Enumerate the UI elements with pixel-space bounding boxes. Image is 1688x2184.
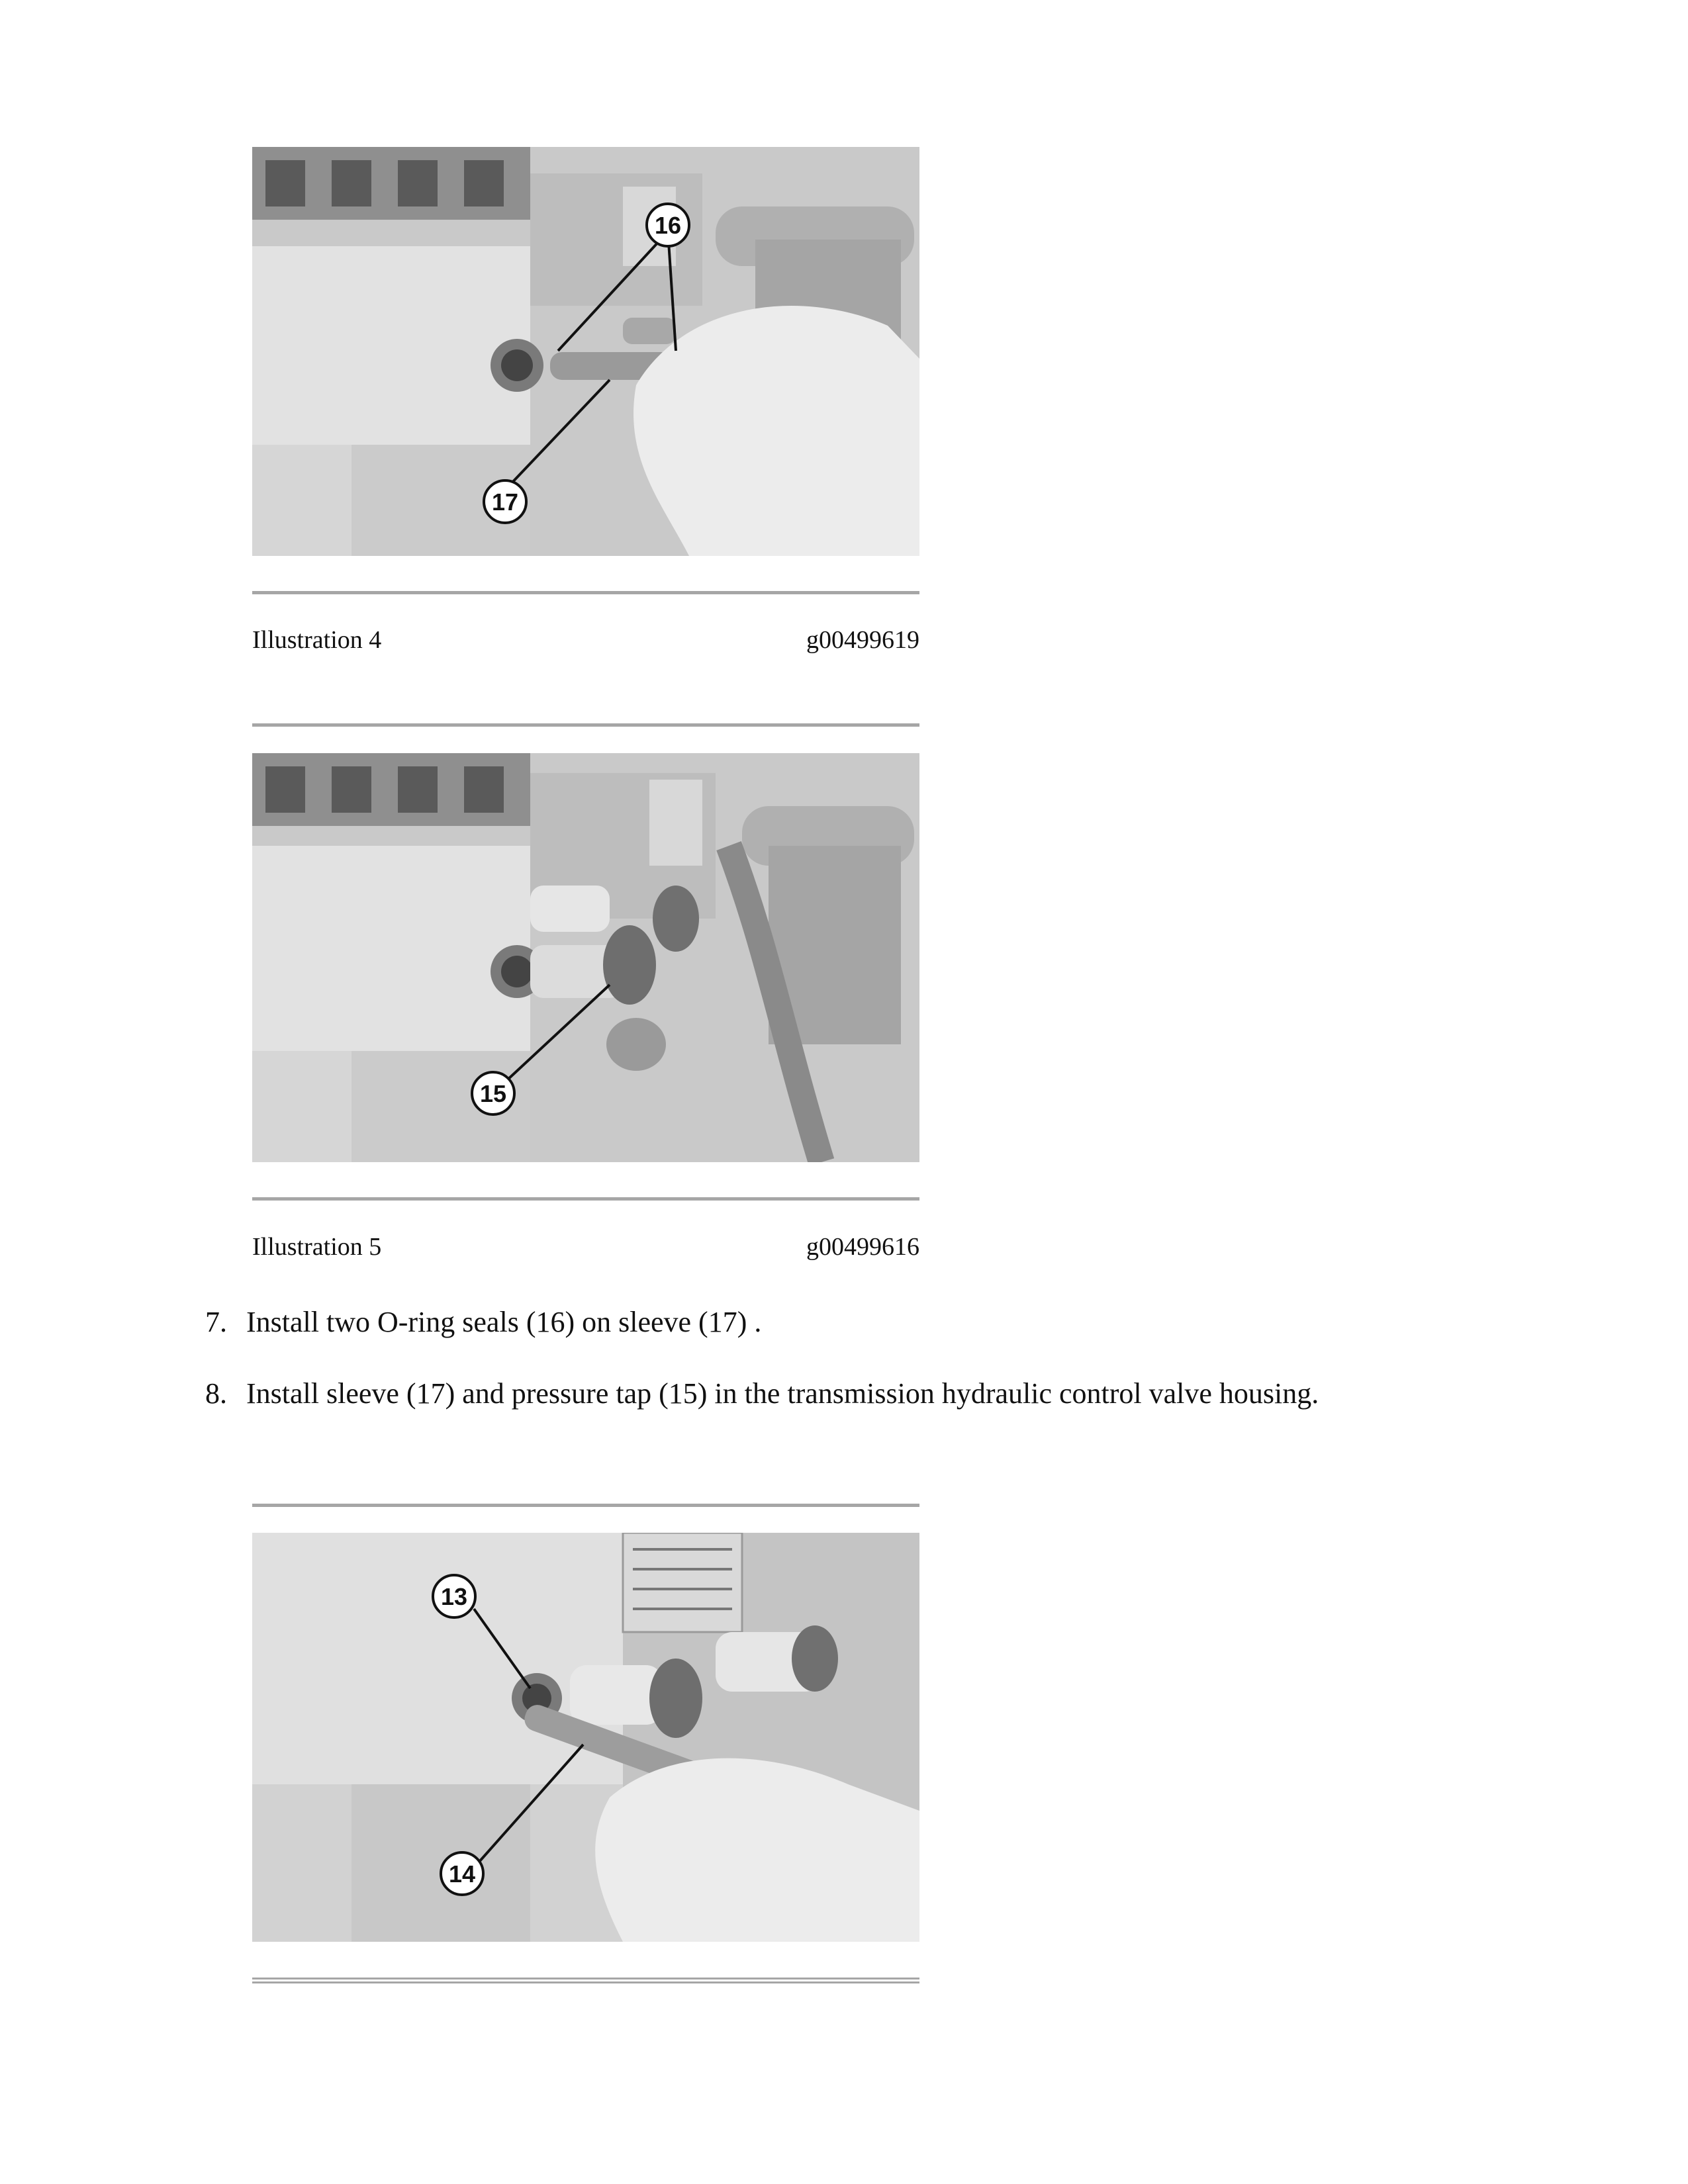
illustration-6-top-rule bbox=[252, 1504, 919, 1507]
callout-14 bbox=[441, 1852, 483, 1895]
illustration-5-top-rule bbox=[252, 723, 919, 727]
step-8-text: Install sleeve (17) and pressure tap (15) in the transmission hydraulic control valve housing. bbox=[246, 1377, 1319, 1410]
illustration-6-photo bbox=[252, 1533, 919, 1942]
illustration-5-photo bbox=[252, 753, 919, 1162]
svg-text:15: 15 bbox=[479, 1080, 507, 1107]
illustration-4-rule bbox=[252, 591, 919, 594]
illustration-5-id: g00499616 bbox=[806, 1233, 919, 1261]
callout-15 bbox=[472, 1072, 514, 1115]
step-8-number: 8. bbox=[205, 1377, 227, 1410]
illustration-4-id: g00499619 bbox=[806, 626, 919, 654]
step-7-text: Install two O-ring seals (16) on sleeve (17) . bbox=[246, 1306, 762, 1338]
illustration-5-rule bbox=[252, 1197, 919, 1201]
step-7-number: 7. bbox=[205, 1306, 227, 1338]
illustration-6-bottom-rule bbox=[252, 1978, 919, 1979]
illustration-4-label: Illustration 4 bbox=[252, 626, 382, 654]
callout-16 bbox=[647, 204, 689, 246]
illustration-5-label: Illustration 5 bbox=[252, 1233, 382, 1261]
svg-text:13: 13 bbox=[440, 1583, 468, 1610]
callout-17 bbox=[484, 480, 526, 523]
callout-13 bbox=[433, 1575, 475, 1617]
svg-text:14: 14 bbox=[448, 1860, 476, 1888]
illustration-4-photo bbox=[252, 147, 919, 556]
svg-text:17: 17 bbox=[491, 488, 519, 516]
svg-text:16: 16 bbox=[654, 212, 682, 239]
